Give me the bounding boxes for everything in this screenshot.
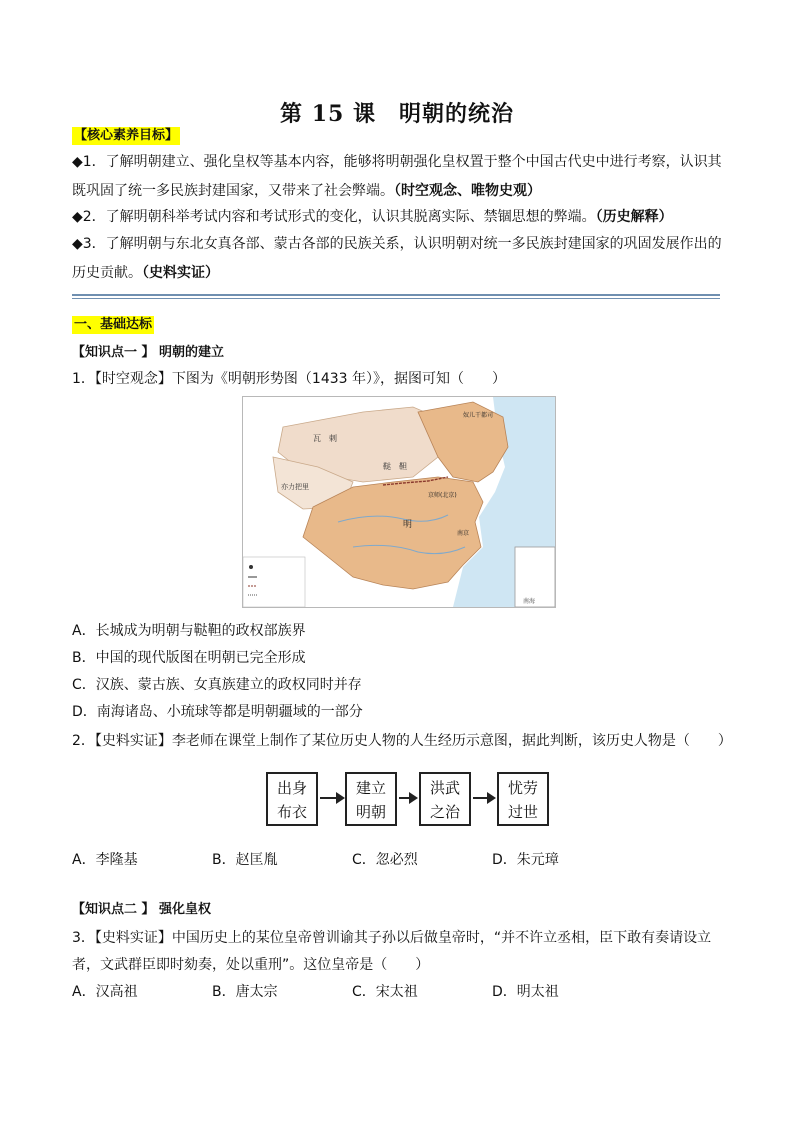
divider-thin (72, 298, 720, 299)
map-label-nurgan: 奴儿干都司 (463, 412, 494, 419)
flow-step-1 (266, 772, 318, 826)
question-2-option-a: A．李隆基 (72, 852, 138, 868)
page-title: 第 15 课 明朝的统治 (280, 101, 514, 127)
question-3-option-a: A．汉高祖 (72, 984, 138, 1000)
question-1-option-b: B．中国的现代版图在明朝已完全形成 (72, 650, 306, 666)
goal-1-text: ◆1．了解明朝建立、强化皇权等基本内容，能够将明朝强化皇权置于整个中国古代史中进行考察，认识其既巩固了统一多民族封建国家，又带来了社会弊端。 (72, 154, 722, 199)
map-label-nanjing: 南京 (457, 530, 470, 537)
question-3-option-b: B．唐太宗 (212, 984, 278, 1000)
flow-step-1-line2: 布衣 (276, 803, 307, 821)
goal-2-text: ◆2．了解明朝科举考试内容和考试形式的变化，认识其脱离实际、禁锢思想的弊端。 (72, 209, 596, 225)
flow-step-4-line2: 过世 (507, 803, 538, 821)
goal-3-text: ◆3．了解明朝与东北女真各部、蒙古各部的民族关系，认识明朝对统一多民族封建国家的巩固发展作出的历史贡献。 (72, 236, 722, 281)
knowledge-point-1: 【知识点一 】 明朝的建立 (72, 345, 225, 360)
flow-step-1-line1: 出身 (276, 779, 307, 797)
goal-1 (72, 148, 732, 206)
goal-2-tag: （历史解释） (595, 209, 673, 225)
flow-arrowhead (487, 792, 496, 804)
flow-arrowhead (409, 792, 418, 804)
question-1-option-a: A．长城成为明朝与鞑靼的政权部族界 (72, 623, 306, 639)
map-label-beijing: 京师(北京) (428, 492, 457, 499)
map-label-tatar: 鞑 靼 (383, 462, 407, 471)
question-3-stem-line2: 者，文武群臣即时劾奏，处以重刑”。这位皇帝是（ ） (72, 957, 430, 973)
question-3-stem-line1: 3．【史料实证】中国历史上的某位皇帝曾训谕其子孙以后做皇帝时，“并不许立丞相，臣下敢有奏请设立 (72, 930, 712, 946)
map-label-biebali: 亦力把里 (281, 483, 309, 491)
flow-step-4-line1: 忧劳 (507, 779, 538, 797)
flow-step-2 (345, 772, 397, 826)
flow-step-4 (497, 772, 549, 826)
map-label-inset: 南海 (523, 598, 536, 605)
section-heading: 一、基础达标 (74, 317, 153, 332)
goal-1-tag: （时空观念、唯物史观） (394, 183, 541, 199)
question-2-option-c: C．忽必烈 (352, 852, 418, 868)
goal-3-tag: （史料实证） (142, 265, 219, 281)
legend-box (243, 557, 305, 607)
question-2-stem: 2．【史料实证】李老师在课堂上制作了某位历史人物的人生经历示意图，据此判断，该历史人物是（ ） (72, 733, 732, 749)
goal-2 (72, 203, 732, 232)
goal-3 (72, 230, 732, 288)
question-1-option-c: C．汉族、蒙古族、女真族建立的政权同时并存 (72, 677, 362, 693)
flow-step-3-line2: 之治 (429, 803, 460, 821)
ming-map-svg (243, 397, 555, 607)
question-2-option-b: B．赵匡胤 (212, 852, 278, 868)
question-1-stem: 1．【时空观念】下图为《明朝形势图（1433 年）》，据图可知（ ） (72, 371, 506, 387)
flow-step-2-line2: 明朝 (355, 803, 386, 821)
flow-step-2-line1: 建立 (355, 779, 386, 797)
question-3-option-c: C．宋太祖 (352, 984, 418, 1000)
ming-map-figure (242, 396, 556, 608)
knowledge-point-2: 【知识点二 】 强化皇权 (72, 902, 212, 917)
question-1-option-d: D．南海诸岛、小琉球等都是明朝疆域的一部分 (72, 704, 363, 720)
map-label-ming: 明 (403, 520, 413, 530)
goals-heading: 【核心素养目标】 (74, 128, 179, 143)
flow-arrowhead (336, 792, 345, 804)
question-3-option-d: D．明太祖 (492, 984, 559, 1000)
question-2-option-d: D．朱元璋 (492, 852, 559, 868)
divider-thick (72, 294, 720, 296)
flow-step-3 (419, 772, 471, 826)
flow-step-3-line1: 洪武 (429, 779, 460, 797)
map-label-walat: 瓦 剌 (313, 434, 337, 443)
